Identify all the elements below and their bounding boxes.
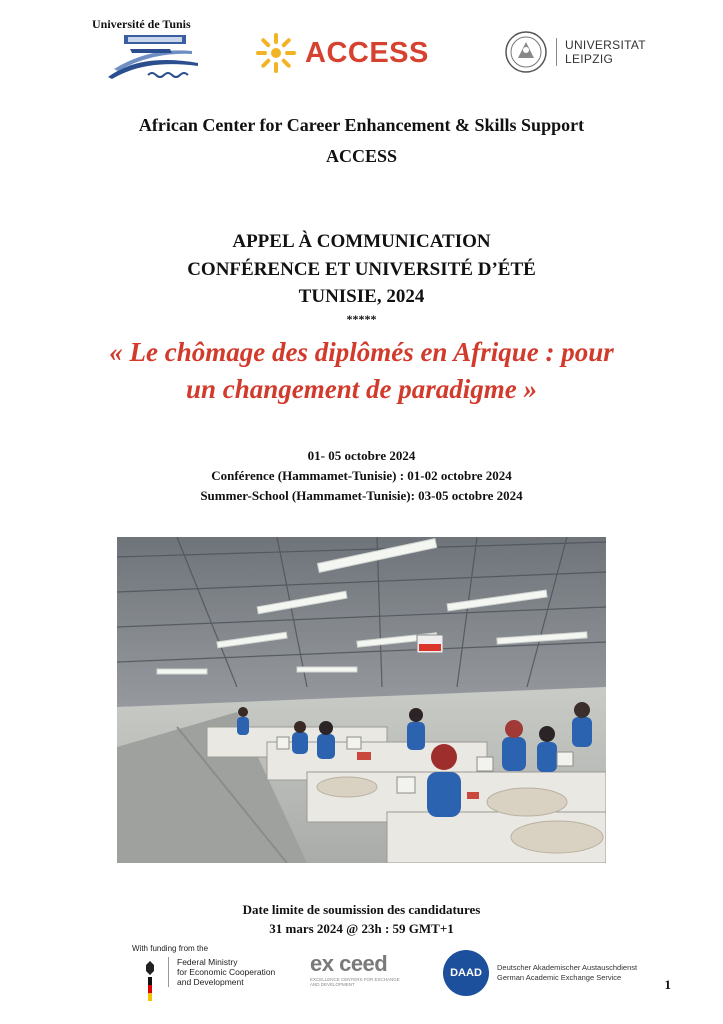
- universite-tunis-name: Université de Tunis: [92, 17, 191, 31]
- theme-title-line-2: un changement de paradigme »: [185, 374, 537, 404]
- access-logo: [255, 32, 429, 74]
- leipzig-line-2: LEIPZIG: [565, 52, 614, 66]
- call-line-2: CONFÉRENCE ET UNIVERSITÉ D’ÉTÉ: [187, 259, 536, 280]
- theme-title-line-1: « Le chômage des diplômés en Afrique : pour: [109, 337, 614, 367]
- exceed-logo-text: ex ceed: [310, 951, 388, 976]
- bmz-line-2: for Economic Cooperation: [177, 967, 276, 977]
- bmz-line-1: Federal Ministry: [177, 957, 238, 967]
- exceed-logo: [310, 951, 410, 987]
- page-number: 1: [664, 977, 671, 992]
- funding-label: With funding from the: [132, 944, 209, 953]
- leipzig-line-1: UNIVERSITAT: [565, 38, 646, 52]
- call-line-3: TUNISIE, 2024: [298, 286, 425, 307]
- access-sun-icon: [255, 32, 297, 74]
- org-acronym: ACCESS: [325, 146, 398, 166]
- deadline-value: 31 mars 2024 @ 23h : 59 GMT+1: [269, 921, 454, 936]
- daad-circle-logo: DAAD: [443, 950, 489, 996]
- bmz-logo: [140, 957, 275, 1001]
- date-range: 01- 05 octobre 2024: [307, 448, 416, 463]
- factory-photo: [117, 537, 606, 863]
- bmz-line-3: and Development: [177, 977, 244, 987]
- daad-line-1: Deutscher Akademischer Austauschdienst: [497, 963, 638, 972]
- universitat-leipzig-logo: [504, 30, 646, 74]
- leipzig-seal-icon: [504, 30, 548, 74]
- org-name: African Center for Career Enhancement & Skills Support: [138, 115, 585, 135]
- summer-school-dates: Summer-School (Hammamet-Tunisie): 03-05 octobre 2024: [200, 488, 523, 503]
- german-eagle-flag-icon: [140, 957, 160, 1001]
- conference-dates: Conférence (Hammamet-Tunisie) : 01-02 octobre 2024: [211, 468, 512, 483]
- daad-line-2: German Academic Exchange Service: [497, 973, 622, 982]
- daad-logo: [443, 950, 637, 996]
- deadline-label: Date limite de soumission des candidatures: [242, 902, 481, 917]
- stars-separator: *****: [346, 312, 377, 326]
- access-logo-text: ACCESS: [305, 36, 429, 69]
- call-line-1: APPEL À COMMUNICATION: [232, 231, 491, 252]
- universite-tunis-logo: [100, 33, 210, 85]
- exceed-subtitle: EXCELLENCE CENTERS FOR EXCHANGE AND DEVELOPMENT: [310, 977, 400, 987]
